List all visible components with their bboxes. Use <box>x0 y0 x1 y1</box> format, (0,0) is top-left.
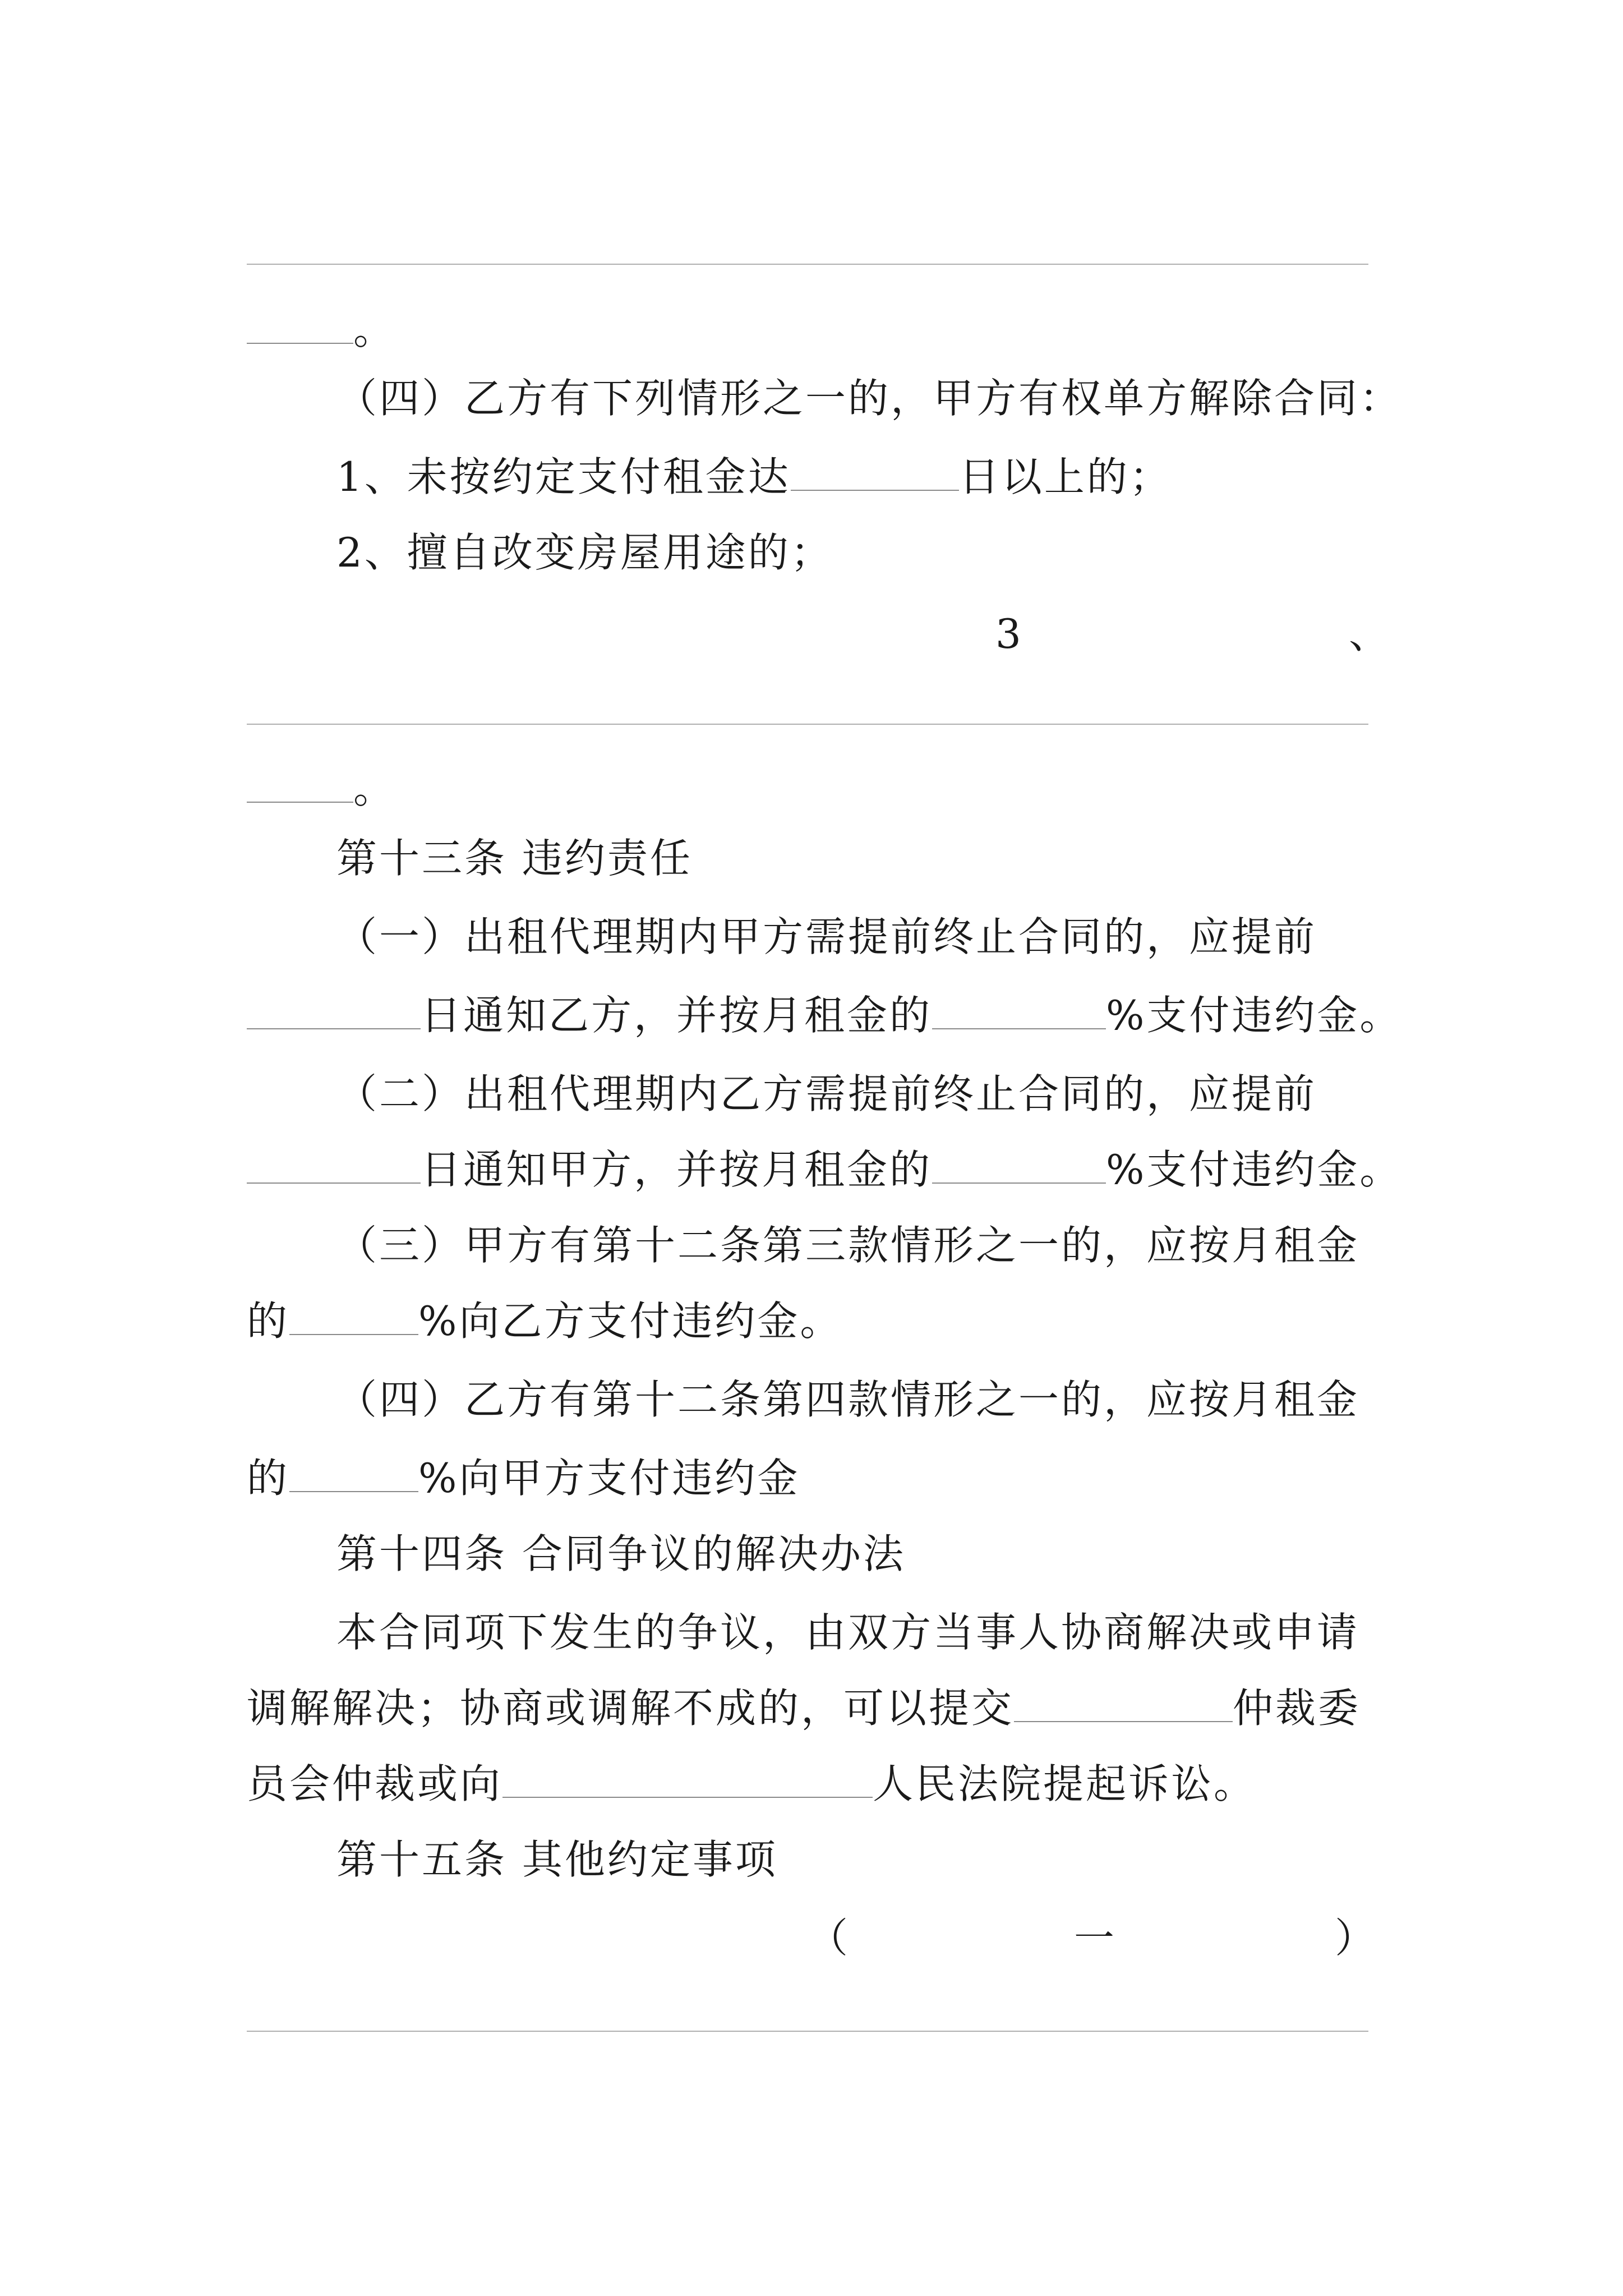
text-line <box>0 302 1623 358</box>
text-line <box>0 830 1623 886</box>
article-heading: 第十四条 合同争议的解决办法 <box>336 1530 906 1577</box>
blank-rule-top <box>247 264 1368 265</box>
text-line <box>0 1217 1623 1273</box>
text-line <box>0 524 1623 581</box>
text-segment: %向乙方支付违约金。 <box>418 1297 843 1345</box>
text-line <box>0 1910 1623 1966</box>
text-segment: 日以上的； <box>958 453 1172 500</box>
text-line <box>0 1604 1623 1660</box>
blank-field[interactable] <box>1014 1682 1233 1722</box>
text-segment: 。 <box>353 306 396 353</box>
text-segment: 本合同项下发生的争议，由双方当事人协商解决或申请 <box>336 1609 1360 1656</box>
text-segment: 人民法院提起诉讼。 <box>873 1760 1257 1807</box>
text-line <box>0 1372 1623 1428</box>
text-line <box>0 1293 1623 1349</box>
blank-rule <box>247 724 1368 725</box>
text-segment: （三）甲方有第十二条第三款情形之一的，应按月租金 <box>336 1222 1360 1269</box>
item-number: 3 <box>995 610 1023 657</box>
blank-rule-bottom <box>247 2031 1368 2032</box>
text-line <box>0 1680 1623 1736</box>
item-number: 一 <box>1074 1915 1117 1962</box>
blank-field[interactable] <box>502 1757 873 1798</box>
text-segment: 仲裁委 <box>1233 1685 1361 1732</box>
text-line <box>0 370 1623 426</box>
text-segment: 2、擅自改变房屋用途的； <box>336 529 833 576</box>
text-line <box>0 909 1623 965</box>
text-line <box>0 1066 1623 1122</box>
paren-close: ） <box>1335 1915 1378 1962</box>
text-segment: 。 <box>353 765 396 812</box>
text-segment: 日通知乙方，并按月租金的 <box>421 992 933 1039</box>
text-segment: （一）出租代理期内甲方需提前终止合同的，应提前 <box>336 913 1317 960</box>
text-segment: 日通知甲方，并按月租金的 <box>421 1146 933 1193</box>
text-segment: 的 <box>247 1455 290 1502</box>
text-line <box>0 1832 1623 1888</box>
clause-heading: （四）乙方有下列情形之一的，甲方有权单方解除合同： <box>336 375 1403 422</box>
blank-field[interactable] <box>247 989 421 1029</box>
text-line <box>0 1756 1623 1812</box>
text-segment: （四）乙方有第十二条第四款情形之一的，应按月租金 <box>336 1376 1360 1423</box>
text-line <box>0 1526 1623 1582</box>
article-heading: 第十五条 其他约定事项 <box>336 1836 778 1883</box>
blank-field[interactable] <box>932 1143 1106 1184</box>
text-line <box>0 449 1623 505</box>
blank-field[interactable] <box>247 762 353 803</box>
blank-field[interactable] <box>289 1452 418 1492</box>
article-heading: 第十三条 违约责任 <box>336 835 693 882</box>
text-line <box>0 606 1623 662</box>
text-segment: %向甲方支付违约金 <box>418 1455 800 1502</box>
text-segment: 、 <box>1349 610 1392 657</box>
text-segment: %支付违约金。 <box>1106 1146 1403 1193</box>
blank-field[interactable] <box>247 303 353 344</box>
text-segment: 调解解决；协商或调解不成的，可以提交 <box>247 1685 1015 1732</box>
text-line <box>0 761 1623 817</box>
text-line <box>0 1142 1623 1198</box>
blank-field[interactable] <box>932 989 1106 1029</box>
blank-field[interactable] <box>247 1143 421 1184</box>
blank-field[interactable] <box>289 1295 418 1335</box>
text-segment: 1、未按约定支付租金达 <box>336 453 791 500</box>
blank-field[interactable] <box>791 450 959 491</box>
text-segment: 员会仲裁或向 <box>247 1760 503 1807</box>
text-segment: 的 <box>247 1297 290 1345</box>
text-line <box>0 987 1623 1043</box>
text-segment: （二）出租代理期内乙方需提前终止合同的，应提前 <box>336 1070 1317 1117</box>
text-line <box>0 1450 1623 1506</box>
paren-open: （ <box>808 1915 851 1962</box>
text-segment: %支付违约金。 <box>1106 992 1403 1039</box>
